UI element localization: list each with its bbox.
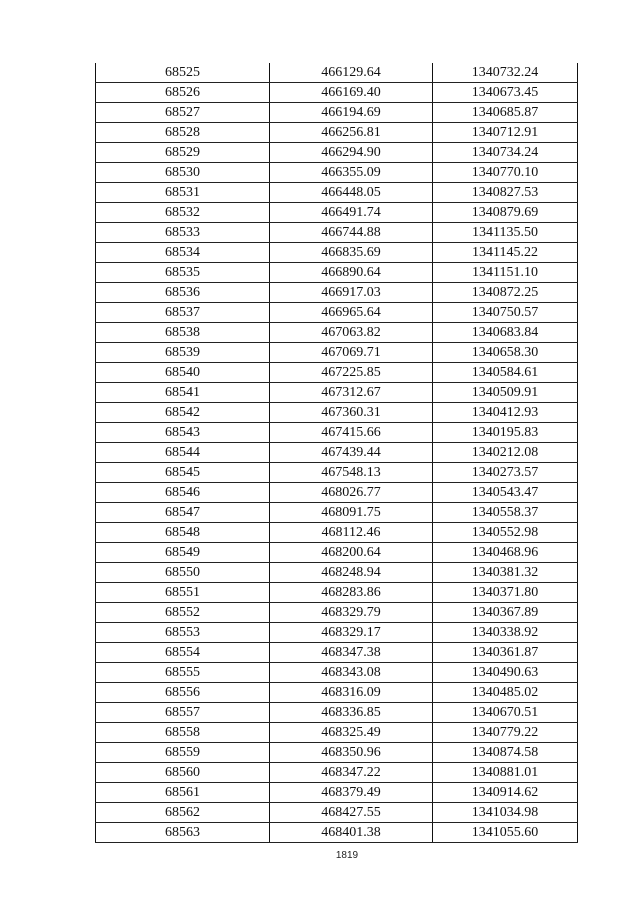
table-row — [96, 63, 578, 83]
x-coordinate-cell: 468112.46 — [270, 523, 433, 543]
x-coordinate-cell: 468347.22 — [270, 763, 433, 783]
y-coordinate-cell: 1340670.51 — [433, 703, 578, 723]
point-id-cell: 68549 — [96, 543, 270, 563]
x-coordinate-cell: 467069.71 — [270, 343, 433, 363]
point-id-cell: 68561 — [96, 783, 270, 803]
x-coordinate-cell: 468343.08 — [270, 663, 433, 683]
table-row — [96, 803, 578, 823]
table-row — [96, 583, 578, 603]
x-coordinate-cell: 468283.86 — [270, 583, 433, 603]
point-id-cell: 68546 — [96, 483, 270, 503]
point-id-cell: 68536 — [96, 283, 270, 303]
point-id-cell: 68525 — [96, 63, 270, 83]
table-row — [96, 183, 578, 203]
y-coordinate-cell: 1340485.02 — [433, 683, 578, 703]
x-coordinate-cell: 468091.75 — [270, 503, 433, 523]
table-row — [96, 423, 578, 443]
table-row — [96, 483, 578, 503]
point-id-cell: 68528 — [96, 123, 270, 143]
y-coordinate-cell: 1340543.47 — [433, 483, 578, 503]
point-id-cell: 68552 — [96, 603, 270, 623]
point-id-cell: 68527 — [96, 103, 270, 123]
point-id-cell: 68558 — [96, 723, 270, 743]
point-id-cell: 68526 — [96, 83, 270, 103]
table-row — [96, 763, 578, 783]
point-id-cell: 68550 — [96, 563, 270, 583]
x-coordinate-cell: 466256.81 — [270, 123, 433, 143]
table-row — [96, 123, 578, 143]
point-id-cell: 68540 — [96, 363, 270, 383]
x-coordinate-cell: 468336.85 — [270, 703, 433, 723]
y-coordinate-cell: 1340558.37 — [433, 503, 578, 523]
coordinates-table-body — [96, 63, 578, 843]
y-coordinate-cell: 1340552.98 — [433, 523, 578, 543]
table-row — [96, 443, 578, 463]
x-coordinate-cell: 466169.40 — [270, 83, 433, 103]
point-id-cell: 68556 — [96, 683, 270, 703]
x-coordinate-cell: 467360.31 — [270, 403, 433, 423]
table-row — [96, 703, 578, 723]
point-id-cell: 68551 — [96, 583, 270, 603]
x-coordinate-cell: 468350.96 — [270, 743, 433, 763]
table-row — [96, 263, 578, 283]
point-id-cell: 68544 — [96, 443, 270, 463]
table-row — [96, 243, 578, 263]
y-coordinate-cell: 1340732.24 — [433, 63, 578, 83]
x-coordinate-cell: 466355.09 — [270, 163, 433, 183]
x-coordinate-cell: 466835.69 — [270, 243, 433, 263]
point-id-cell: 68543 — [96, 423, 270, 443]
table-row — [96, 303, 578, 323]
x-coordinate-cell: 468427.55 — [270, 803, 433, 823]
x-coordinate-cell: 467063.82 — [270, 323, 433, 343]
x-coordinate-cell: 468379.49 — [270, 783, 433, 803]
point-id-cell: 68553 — [96, 623, 270, 643]
table-row — [96, 543, 578, 563]
table-row — [96, 723, 578, 743]
point-id-cell: 68538 — [96, 323, 270, 343]
y-coordinate-cell: 1340468.96 — [433, 543, 578, 563]
y-coordinate-cell: 1341135.50 — [433, 223, 578, 243]
x-coordinate-cell: 467312.67 — [270, 383, 433, 403]
table-row — [96, 623, 578, 643]
table-row — [96, 463, 578, 483]
point-id-cell: 68548 — [96, 523, 270, 543]
y-coordinate-cell: 1341034.98 — [433, 803, 578, 823]
table-row — [96, 683, 578, 703]
y-coordinate-cell: 1340712.91 — [433, 123, 578, 143]
table-row — [96, 363, 578, 383]
table-row — [96, 663, 578, 683]
table-row — [96, 163, 578, 183]
x-coordinate-cell: 466965.64 — [270, 303, 433, 323]
point-id-cell: 68559 — [96, 743, 270, 763]
table-row — [96, 503, 578, 523]
table-row — [96, 323, 578, 343]
table-row — [96, 523, 578, 543]
point-id-cell: 68547 — [96, 503, 270, 523]
point-id-cell: 68539 — [96, 343, 270, 363]
y-coordinate-cell: 1340673.45 — [433, 83, 578, 103]
table-row — [96, 343, 578, 363]
x-coordinate-cell: 466294.90 — [270, 143, 433, 163]
point-id-cell: 68557 — [96, 703, 270, 723]
table-row — [96, 823, 578, 843]
y-coordinate-cell: 1340881.01 — [433, 763, 578, 783]
x-coordinate-cell: 468248.94 — [270, 563, 433, 583]
x-coordinate-cell: 468401.38 — [270, 823, 433, 843]
table-row — [96, 203, 578, 223]
table-row — [96, 283, 578, 303]
x-coordinate-cell: 468347.38 — [270, 643, 433, 663]
y-coordinate-cell: 1340874.58 — [433, 743, 578, 763]
y-coordinate-cell: 1340770.10 — [433, 163, 578, 183]
table-row — [96, 103, 578, 123]
y-coordinate-cell: 1340914.62 — [433, 783, 578, 803]
x-coordinate-cell: 466491.74 — [270, 203, 433, 223]
y-coordinate-cell: 1340412.93 — [433, 403, 578, 423]
x-coordinate-cell: 466194.69 — [270, 103, 433, 123]
point-id-cell: 68562 — [96, 803, 270, 823]
coordinates-table — [95, 63, 578, 843]
y-coordinate-cell: 1340361.87 — [433, 643, 578, 663]
y-coordinate-cell: 1340750.57 — [433, 303, 578, 323]
x-coordinate-cell: 466448.05 — [270, 183, 433, 203]
x-coordinate-cell: 467439.44 — [270, 443, 433, 463]
table-row — [96, 743, 578, 763]
x-coordinate-cell: 466890.64 — [270, 263, 433, 283]
table-row — [96, 643, 578, 663]
x-coordinate-cell: 468325.49 — [270, 723, 433, 743]
x-coordinate-cell: 466744.88 — [270, 223, 433, 243]
y-coordinate-cell: 1340195.83 — [433, 423, 578, 443]
point-id-cell: 68542 — [96, 403, 270, 423]
table-row — [96, 783, 578, 803]
table-row — [96, 603, 578, 623]
x-coordinate-cell: 467415.66 — [270, 423, 433, 443]
x-coordinate-cell: 468329.17 — [270, 623, 433, 643]
x-coordinate-cell: 468316.09 — [270, 683, 433, 703]
point-id-cell: 68531 — [96, 183, 270, 203]
point-id-cell: 68532 — [96, 203, 270, 223]
x-coordinate-cell: 468200.64 — [270, 543, 433, 563]
x-coordinate-cell: 467225.85 — [270, 363, 433, 383]
y-coordinate-cell: 1340584.61 — [433, 363, 578, 383]
point-id-cell: 68563 — [96, 823, 270, 843]
x-coordinate-cell: 467548.13 — [270, 463, 433, 483]
y-coordinate-cell: 1340779.22 — [433, 723, 578, 743]
point-id-cell: 68533 — [96, 223, 270, 243]
y-coordinate-cell: 1340879.69 — [433, 203, 578, 223]
y-coordinate-cell: 1340273.57 — [433, 463, 578, 483]
point-id-cell: 68545 — [96, 463, 270, 483]
table-row — [96, 383, 578, 403]
x-coordinate-cell: 468329.79 — [270, 603, 433, 623]
y-coordinate-cell: 1340212.08 — [433, 443, 578, 463]
page-number: 1819 — [335, 850, 359, 861]
point-id-cell: 68541 — [96, 383, 270, 403]
table-row — [96, 83, 578, 103]
y-coordinate-cell: 1340367.89 — [433, 603, 578, 623]
x-coordinate-cell: 468026.77 — [270, 483, 433, 503]
y-coordinate-cell: 1340872.25 — [433, 283, 578, 303]
point-id-cell: 68537 — [96, 303, 270, 323]
y-coordinate-cell: 1341145.22 — [433, 243, 578, 263]
point-id-cell: 68560 — [96, 763, 270, 783]
point-id-cell: 68534 — [96, 243, 270, 263]
y-coordinate-cell: 1340827.53 — [433, 183, 578, 203]
y-coordinate-cell: 1340371.80 — [433, 583, 578, 603]
x-coordinate-cell: 466129.64 — [270, 63, 433, 83]
y-coordinate-cell: 1340685.87 — [433, 103, 578, 123]
y-coordinate-cell: 1340509.91 — [433, 383, 578, 403]
point-id-cell: 68555 — [96, 663, 270, 683]
y-coordinate-cell: 1340658.30 — [433, 343, 578, 363]
y-coordinate-cell: 1340683.84 — [433, 323, 578, 343]
point-id-cell: 68529 — [96, 143, 270, 163]
table-row — [96, 143, 578, 163]
y-coordinate-cell: 1341151.10 — [433, 263, 578, 283]
point-id-cell: 68530 — [96, 163, 270, 183]
y-coordinate-cell: 1340490.63 — [433, 663, 578, 683]
point-id-cell: 68554 — [96, 643, 270, 663]
table-row — [96, 403, 578, 423]
y-coordinate-cell: 1340338.92 — [433, 623, 578, 643]
table-row — [96, 223, 578, 243]
y-coordinate-cell: 1340381.32 — [433, 563, 578, 583]
table-row — [96, 563, 578, 583]
y-coordinate-cell: 1341055.60 — [433, 823, 578, 843]
y-coordinate-cell: 1340734.24 — [433, 143, 578, 163]
x-coordinate-cell: 466917.03 — [270, 283, 433, 303]
point-id-cell: 68535 — [96, 263, 270, 283]
